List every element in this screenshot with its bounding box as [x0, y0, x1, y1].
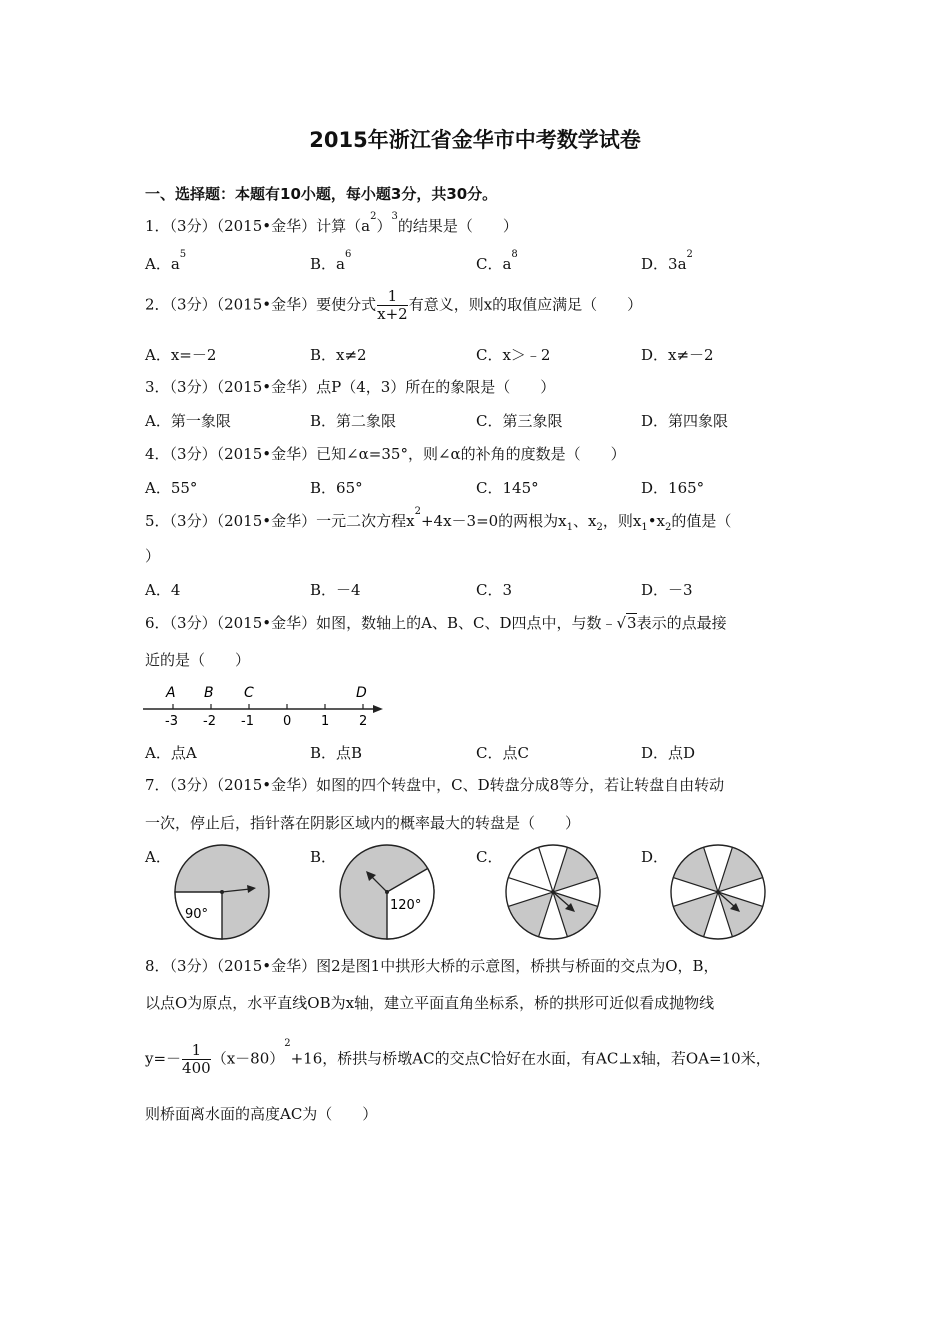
- number-line-figure: [140, 682, 390, 730]
- question-4: 4．（3分）（2015•金华）已知∠α=35°，则∠α的补角的度数是（ ）: [145, 445, 626, 463]
- angle-label: 120°: [390, 898, 422, 913]
- tick-label: -2: [203, 714, 216, 729]
- q7-option-a: A．: [145, 848, 171, 866]
- q2-option-b: B．x≠2: [310, 346, 367, 364]
- question-8: 8．（3分）（2015•金华）图2是图1中拱形大桥的示意图，桥拱与桥面的交点为O，B，: [145, 957, 719, 975]
- q5-option-d: D．－3: [641, 581, 693, 599]
- q4-option-a: A．55°: [145, 479, 198, 497]
- tick-marks: [173, 704, 363, 709]
- point-label-a: A: [166, 685, 176, 701]
- q1-option-a: A．$a^5$: [145, 249, 187, 273]
- q6-option-a: A．点A: [145, 744, 197, 762]
- radical-icon: √: [616, 614, 627, 632]
- tick-label: -1: [241, 714, 254, 729]
- axis-arrow-icon: [373, 705, 383, 713]
- spinner-a: [172, 843, 274, 943]
- spinner-b: [337, 843, 439, 943]
- q4-option-c: C．145°: [476, 479, 539, 497]
- q2-option-a: A．x=－2: [145, 346, 217, 364]
- question-8-line2: 以点O为原点，水平直线OB为x轴，建立平面直角坐标系，桥的拱形可近似看成抛物线: [145, 994, 715, 1012]
- question-1: 1．（3分）（2015•金华）计算$(a^2)^3$的结果是（ ）: [145, 211, 518, 235]
- q3-option-b: B．第二象限: [310, 412, 397, 430]
- q6-option-d: D．点D: [641, 744, 696, 762]
- spinner-c: [503, 843, 605, 943]
- q3-option-d: D．第四象限: [641, 412, 729, 430]
- fraction: $\frac{1}{x+2}$: [377, 287, 408, 323]
- q3-option-a: A．第一象限: [145, 412, 231, 430]
- fraction: $\frac{1}{400}$: [182, 1041, 211, 1077]
- question-6: 6．（3分）（2015•金华）如图，数轴上的A、B、C、D四点中，与数﹣√3表示的点最接: [145, 614, 727, 632]
- question-5-cont: ）: [145, 547, 161, 565]
- q4-option-d: D．165°: [641, 479, 705, 497]
- spinner-d: [668, 843, 770, 943]
- q6-option-b: B．点B: [310, 744, 363, 762]
- q5-option-b: B．－4: [310, 581, 361, 599]
- tick-label: -3: [165, 714, 178, 729]
- q3-option-c: C．第三象限: [476, 412, 563, 430]
- q7-option-b: B．: [310, 848, 337, 866]
- exam-title: 2015年浙江省金华市中考数学试卷: [309, 128, 641, 152]
- q5-option-a: A．4: [145, 581, 181, 599]
- question-2: 2．（3分）（2015•金华）要使分式 $\frac{1}{x+2}$ 有意义，则x的取值应满足（ ）: [145, 287, 643, 323]
- q2-option-d: D．x≠－2: [641, 346, 714, 364]
- section-heading: 一、选择题：本题有10小题，每小题3分，共30分。: [145, 185, 498, 203]
- q1-option-c: C．$a^8$: [476, 249, 518, 273]
- q2-option-c: C．x＞﹣2: [476, 346, 551, 364]
- question-7: 7．（3分）（2015•金华）如图的四个转盘中，C、D转盘分成8等分，若让转盘自由转动: [145, 776, 725, 794]
- question-5: 5．（3分）（2015•金华）一元二次方程$x^2+4x-3=0$的两根为$x_1$、$x_2$，则$x_1•x_2$的值是（: [145, 506, 732, 533]
- question-6-cont: 近的是（ ）: [145, 651, 251, 669]
- angle-label: 90°: [185, 907, 209, 922]
- question-7-cont: 一次，停止后，指针落在阴影区域内的概率最大的转盘是（ ）: [145, 814, 581, 832]
- q1-option-b: B．$a^6$: [310, 249, 352, 273]
- point-label-b: B: [204, 685, 214, 701]
- tick-label: 2: [359, 714, 368, 729]
- q6-option-c: C．点C: [476, 744, 529, 762]
- q4-option-b: B．65°: [310, 479, 363, 497]
- tick-label: 1: [321, 714, 330, 729]
- point-label-d: D: [356, 685, 367, 701]
- question-3: 3．（3分）（2015•金华）点P（4，3）所在的象限是（ ）: [145, 378, 556, 396]
- question-8-line3: y=－ $\frac{1}{400}$ $(x-80)^2+16$，桥拱与桥墩AC的交点C恰好在水面，有AC⊥x轴，若OA=10米，: [145, 1038, 771, 1077]
- question-8-line4: 则桥面离水面的高度AC为（ ）: [145, 1105, 378, 1123]
- q5-option-c: C．3: [476, 581, 513, 599]
- point-label-c: C: [244, 685, 254, 701]
- tick-label: 0: [283, 714, 292, 729]
- q7-option-d: D．: [641, 848, 669, 866]
- q7-option-c: C．: [476, 848, 503, 866]
- q1-option-d: D．$3a^2$: [641, 249, 693, 273]
